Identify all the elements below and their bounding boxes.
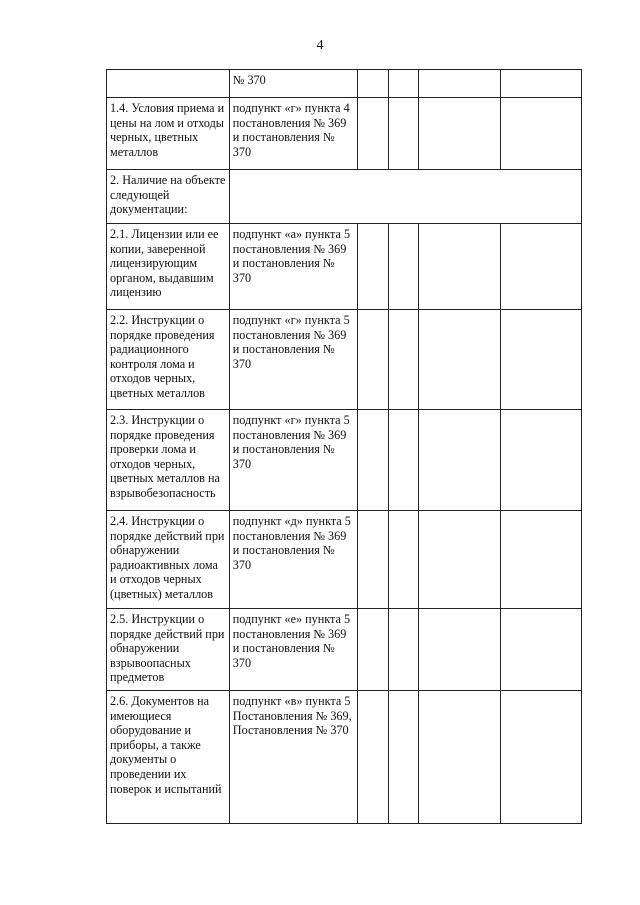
answer-no-cell — [388, 224, 418, 310]
requirement-text: 2.6. Документов на имеющиеся оборудование и приборы, а также документы о проведении их поверок и испытаний — [110, 694, 222, 796]
requirement-text: 2.2. Инструкции о порядке проведения радиационного контроля лома и отходов черных, цветных металлов — [110, 313, 215, 400]
reference-cell — [229, 70, 357, 98]
requirement-text: 2.5. Инструкции о порядке действий при обнаружении взрывоопасных предметов — [110, 612, 225, 685]
answer-yes-cell — [357, 410, 388, 511]
table-row — [107, 310, 582, 410]
answer-no-cell — [388, 310, 418, 410]
requirement-cell — [107, 691, 230, 824]
requirement-cell — [107, 224, 230, 310]
section-heading-text: 2. Наличие на объекте следующей документации: — [110, 173, 226, 217]
requirement-text: 2.4. Инструкции о порядке действий при обнаружении радиоактивных лома и отходов черных (цветных) металлов — [110, 514, 225, 601]
answer-yes-cell — [357, 511, 388, 609]
requirement-cell — [107, 609, 230, 691]
answer-na-cell — [418, 224, 501, 310]
answer-no-cell — [388, 511, 418, 609]
reference-text: № 370 — [232, 73, 266, 87]
reference-cell — [229, 691, 357, 824]
answer-no-cell — [388, 98, 418, 170]
notes-cell — [501, 691, 582, 824]
answer-yes-cell — [357, 310, 388, 410]
requirement-cell — [107, 410, 230, 511]
reference-cell — [229, 609, 357, 691]
answer-na-cell — [418, 691, 501, 824]
requirement-text: 2.3. Инструкции о порядке проведения проверки лома и отходов черных, цветных металлов на взрывобезопасность — [110, 413, 220, 500]
table-row — [107, 98, 582, 170]
notes-cell — [501, 70, 582, 98]
section-heading-cell — [107, 170, 230, 224]
answer-no-cell — [388, 70, 418, 98]
requirement-cell — [107, 70, 230, 98]
reference-cell — [229, 224, 357, 310]
table-row — [107, 70, 582, 98]
answer-no-cell — [388, 691, 418, 824]
notes-cell — [501, 511, 582, 609]
notes-cell — [501, 609, 582, 691]
answer-na-cell — [418, 511, 501, 609]
checklist-table — [106, 69, 582, 824]
answer-no-cell — [388, 410, 418, 511]
requirement-text: 1.4. Условия приема и цены на лом и отходы черных, цветных металлов — [110, 101, 225, 159]
answer-yes-cell — [357, 224, 388, 310]
reference-cell — [229, 310, 357, 410]
answer-na-cell — [418, 410, 501, 511]
answer-yes-cell — [357, 691, 388, 824]
notes-cell — [501, 98, 582, 170]
table-row — [107, 609, 582, 691]
table-row — [107, 691, 582, 824]
table-row — [107, 511, 582, 609]
table-row — [107, 170, 582, 224]
page-number: 4 — [316, 38, 324, 53]
answer-yes-cell — [357, 609, 388, 691]
requirement-cell — [107, 98, 230, 170]
reference-text: подпункт «в» пункта 5 Постановления № 369, Постановления № 370 — [232, 694, 352, 738]
requirement-cell — [107, 511, 230, 609]
notes-cell — [501, 310, 582, 410]
answer-no-cell — [388, 609, 418, 691]
answer-na-cell — [418, 609, 501, 691]
answer-na-cell — [418, 98, 501, 170]
reference-cell — [229, 410, 357, 511]
answer-yes-cell — [357, 98, 388, 170]
reference-cell — [229, 511, 357, 609]
reference-text: подпункт «г» пункта 5 постановления № 369 и постановления № 370 — [232, 313, 350, 371]
answer-na-cell — [418, 310, 501, 410]
section-span-cell — [229, 170, 581, 224]
notes-cell — [501, 224, 582, 310]
reference-text: подпункт «д» пункта 5 постановления № 369 и постановления № 370 — [232, 514, 351, 572]
notes-cell — [501, 410, 582, 511]
reference-text: подпункт «г» пункта 4 постановления № 369 и постановления № 370 — [232, 101, 350, 159]
requirement-text: 2.1. Лицензии или ее копии, заверенной лицензирующим органом, выдавшим лицензию — [110, 227, 219, 300]
reference-text: подпункт «е» пункта 5 постановления № 369 и постановления № 370 — [232, 612, 351, 670]
answer-yes-cell — [357, 70, 388, 98]
reference-text: подпункт «а» пункта 5 постановления № 369 и постановления № 370 — [232, 227, 351, 285]
reference-text: подпункт «г» пункта 5 постановления № 369 и постановления № 370 — [232, 413, 350, 471]
table-row — [107, 410, 582, 511]
reference-cell — [229, 98, 357, 170]
requirement-cell — [107, 310, 230, 410]
table-row — [107, 224, 582, 310]
answer-na-cell — [418, 70, 501, 98]
